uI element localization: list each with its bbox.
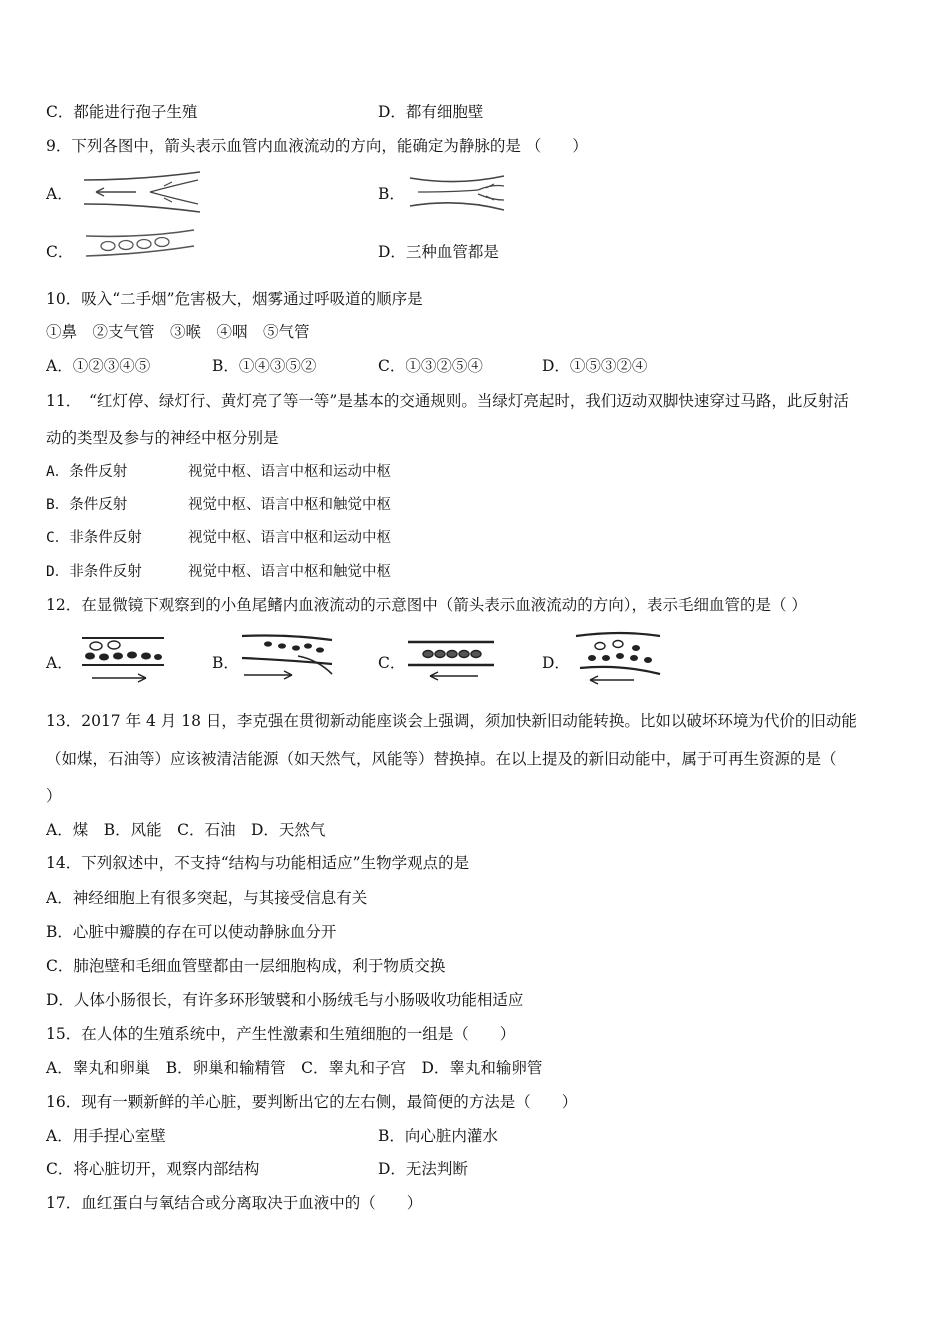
q11-option-b-center: 视觉中枢、语言中枢和触觉中枢 [188, 497, 391, 513]
q10-stem: 10．吸入“二手烟”危害极大，烟雾通过呼吸道的顺序是 [46, 290, 423, 308]
q9-option-c-label: C． [46, 243, 74, 261]
q13-stem-line1: 13．2017 年 4 月 18 日，李克强在贯彻新动能座谈会上强调，须加快新旧动能转换。比如以破坏环境为代价的旧动能 [46, 712, 857, 730]
q12-option-b-label: B． [212, 654, 239, 672]
q12-blood-flow-diagram-c [406, 636, 496, 682]
q14-option-d: D．人体小肠很长，有许多环形皱襞和小肠绒毛与小肠吸收功能相适应 [46, 991, 524, 1009]
q12-option-c-label: C． [378, 654, 406, 672]
q10-option-c: C．①③②⑤④ [378, 357, 483, 375]
q11-option-c-center: 视觉中枢、语言中枢和运动中枢 [188, 530, 391, 546]
q10-option-b: B．①④③⑤② [212, 357, 317, 375]
q16-stem: 16．现有一颗新鲜的羊心脏，要判断出它的左右侧，最简便的方法是（ ） [46, 1093, 578, 1111]
q11-option-d-type: D．非条件反射 [46, 564, 142, 580]
q11-option-c-type: C．非条件反射 [46, 530, 142, 546]
q9-option-d: D．三种血管都是 [378, 243, 499, 261]
q11-option-a-center: 视觉中枢、语言中枢和运动中枢 [188, 464, 391, 480]
q11-stem-line2: 动的类型及参与的神经中枢分别是 [46, 429, 279, 447]
q12-option-d-label: D． [542, 654, 570, 672]
q10-items: ①鼻 ②支气管 ③喉 ④咽 ⑤气管 [46, 323, 310, 341]
q12-option-a-label: A． [46, 654, 73, 672]
q13-stem-line3: ） [46, 787, 62, 805]
q11-stem-line1: 11． “红灯停、绿灯行、黄灯亮了等一等”是基本的交通规则。当绿灯亮起时，我们迈动双脚快速穿过马路，此反射活 [46, 392, 849, 410]
q8-option-c: C．都能进行孢子生殖 [46, 103, 198, 121]
q12-blood-flow-diagram-a [78, 632, 170, 684]
q14-option-a: A．神经细胞上有很多突起，与其接受信息有关 [46, 889, 368, 907]
q9-option-b-label: B． [378, 185, 405, 203]
q17-stem: 17．血红蛋白与氧结合或分离取决于血液中的（ ） [46, 1194, 423, 1212]
q11-option-b-type: B．条件反射 [46, 497, 128, 513]
q8-option-d: D．都有细胞壁 [378, 103, 484, 121]
q9-option-a-label: A． [46, 185, 73, 203]
q12-blood-flow-diagram-b [238, 630, 338, 684]
q13-options: A．煤 B．风能 C．石油 D．天然气 [46, 821, 326, 839]
q14-option-c: C．肺泡壁和毛细血管壁都由一层细胞构成，利于物质交换 [46, 957, 446, 975]
q10-option-d: D．①⑤③②④ [542, 357, 648, 375]
q11-option-a-type: A．条件反射 [46, 464, 128, 480]
q16-option-c: C．将心脏切开，观察内部结构 [46, 1160, 260, 1178]
q13-stem-line2: （如煤，石油等）应该被清洁能源（如天然气，风能等）替换掉。在以上提及的新旧动能中，属于可再生资源的是（ [46, 750, 837, 768]
q16-option-a: A．用手捏心室壁 [46, 1127, 166, 1145]
q9-vein-diagram-a [80, 170, 204, 214]
q15-stem: 15．在人体的生殖系统中，产生性激素和生殖细胞的一组是（ ） [46, 1025, 516, 1043]
q12-blood-flow-diagram-d [570, 630, 666, 686]
q9-vein-diagram-b [408, 172, 508, 214]
q16-option-b: B．向心脏内灌水 [378, 1127, 498, 1145]
q14-option-b: B．心脏中瓣膜的存在可以使动静脉血分开 [46, 923, 337, 941]
q14-stem: 14．下列叙述中，不支持“结构与功能相适应”生物学观点的是 [46, 854, 470, 872]
q12-stem: 12．在显微镜下观察到的小鱼尾鳍内血液流动的示意图中（箭头表示血液流动的方向），表示毛细血管的是（ ） [46, 596, 807, 614]
q15-options: A．睾丸和卵巢 B．卵巢和输精管 C．睾丸和子宫 D．睾丸和输卵管 [46, 1059, 543, 1077]
q9-stem: 9．下列各图中，箭头表示血管内血液流动的方向，能确定为静脉的是 （ ） [46, 137, 588, 155]
q10-option-a: A．①②③④⑤ [46, 357, 151, 375]
q11-option-d-center: 视觉中枢、语言中枢和触觉中枢 [188, 564, 391, 580]
q9-capillary-diagram-c [84, 228, 196, 260]
q16-option-d: D．无法判断 [378, 1160, 468, 1178]
